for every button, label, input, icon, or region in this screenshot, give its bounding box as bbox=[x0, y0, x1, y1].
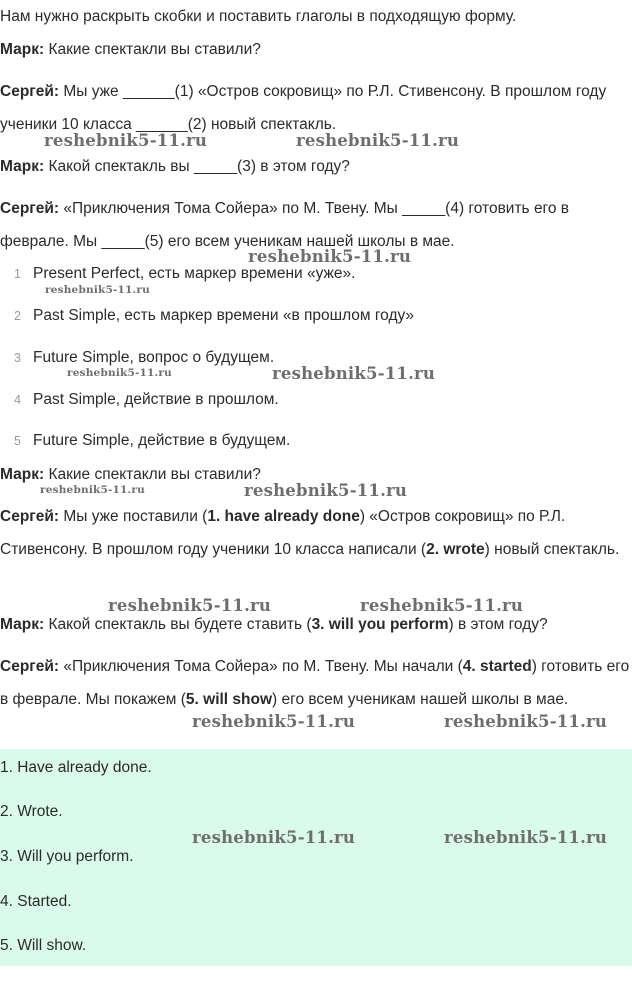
watermark: reshebnik5-11.ru bbox=[44, 131, 208, 150]
speaker-sergey: Сергей bbox=[0, 83, 54, 100]
filled-line-sergey-2: Сергей: «Приключения Тома Сойера» по М. Твену. Мы начали (4. started) готовить его в феврале. Мы покажем (5. will show) его всем ученикам нашей школы в мае. bbox=[0, 658, 630, 708]
dialog-question-1: Какие спектакли вы ставили? bbox=[48, 41, 261, 58]
watermark: reshebnik5-11.ru bbox=[108, 596, 272, 615]
watermark: reshebnik5-11.ru bbox=[244, 481, 408, 500]
dialog-line-sergey-1: Сергей: Мы уже ______(1) «Остров сокровищ» по Р.Л. Стивенсону. В прошлом году ученики 10 класса ______(2) новый спектакль. bbox=[0, 83, 607, 133]
watermark: reshebnik5-11.ru bbox=[40, 484, 145, 496]
watermark: reshebnik5-11.ru bbox=[67, 367, 172, 379]
dialog-answer-2: «Приключения Тома Сойера» по М. Твену. Мы _____(4) готовить его в феврале. Мы _____(5) его всем ученикам нашей школы в мае. bbox=[0, 200, 570, 250]
dialog-question-2: Какой спектакль вы _____(3) в этом году? bbox=[48, 158, 350, 175]
answer-item: 3. Will you perform. bbox=[0, 848, 134, 865]
dialog-line-sergey-2: Сергей: «Приключения Тома Сойера» по М. Твену. Мы _____(4) готовить его в феврале. Мы _____(5) его всем ученикам нашей школы в мае. bbox=[0, 200, 570, 250]
answer-1: 1. have already done bbox=[207, 508, 360, 525]
watermark: reshebnik5-11.ru bbox=[444, 712, 608, 731]
watermark: reshebnik5-11.ru bbox=[45, 284, 150, 296]
answer-2: 2. wrote bbox=[426, 541, 485, 558]
answer-item: 1. Have already done. bbox=[0, 759, 152, 776]
watermark: reshebnik5-11.ru bbox=[192, 828, 356, 847]
speaker-mark: Марк bbox=[0, 41, 39, 58]
answer-5: 5. will show bbox=[185, 691, 273, 708]
answer-item: 2. Wrote. bbox=[0, 803, 63, 820]
answer-box bbox=[0, 749, 632, 966]
dialog-line-mark-1: Марк: Какие спектакли вы ставили? bbox=[0, 41, 261, 58]
answer-item: 4. Started. bbox=[0, 893, 72, 910]
watermark: reshebnik5-11.ru bbox=[248, 247, 412, 266]
answer-3: 3. will you perform bbox=[311, 616, 449, 633]
watermark: reshebnik5-11.ru bbox=[360, 596, 524, 615]
answer-4: 4. started bbox=[462, 658, 532, 675]
speaker-mark: Марк bbox=[0, 158, 39, 175]
task-text: Нам нужно раскрыть скобки и поставить глаголы в подходящую форму. bbox=[0, 8, 517, 25]
filled-line-mark-1: Марк: Какие спектакли вы ставили? bbox=[0, 466, 261, 483]
speaker-sergey: Сергей bbox=[0, 200, 54, 217]
filled-line-mark-2: Марк: Какой спектакль вы будете ставить (3. will you perform) в этом году? bbox=[0, 616, 548, 633]
watermark: reshebnik5-11.ru bbox=[192, 712, 356, 731]
watermark: reshebnik5-11.ru bbox=[296, 131, 460, 150]
filled-line-sergey-1: Сергей: Мы уже поставили (1. have already done) «Остров сокровищ» по Р.Л. Стивенсону. В прошлом году ученики 10 класса написали (2. wrote) новый спектакль. bbox=[0, 508, 620, 558]
answer-item: 5. Will show. bbox=[0, 937, 87, 954]
watermark: reshebnik5-11.ru bbox=[272, 364, 436, 383]
dialog-line-mark-2: Марк: Какой спектакль вы _____(3) в этом году? bbox=[0, 158, 350, 175]
dialog-answer-1: Мы уже ______(1) «Остров сокровищ» по Р.Л. Стивенсону. В прошлом году ученики 10 класса ______(2) новый спектакль. bbox=[0, 83, 607, 133]
watermark: reshebnik5-11.ru bbox=[444, 828, 608, 847]
